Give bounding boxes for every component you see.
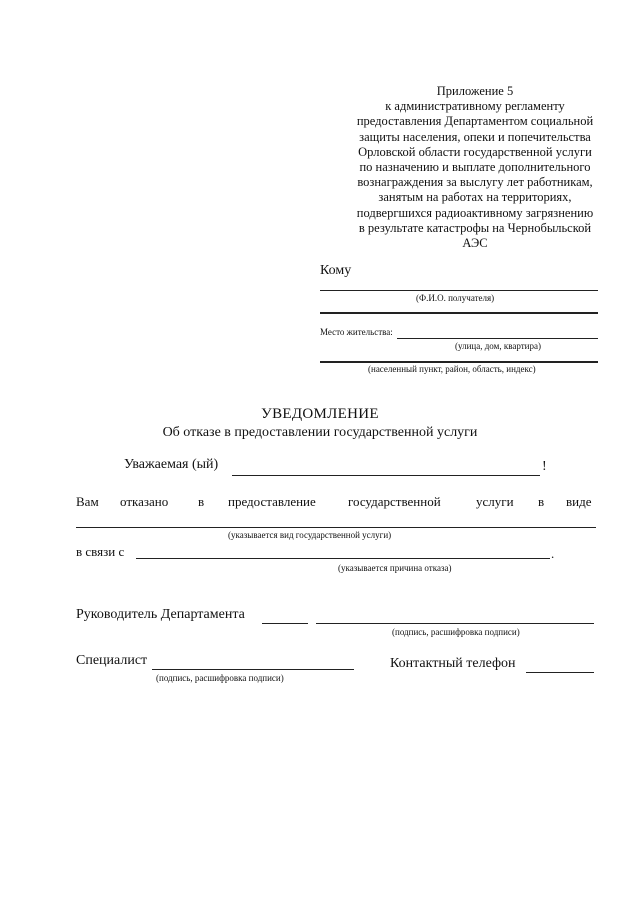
reason-label: в связи с	[76, 544, 125, 559]
reason-end: .	[551, 546, 555, 561]
appendix-header	[330, 84, 620, 251]
head-name-line	[316, 623, 594, 624]
specialist-hint: (подпись, расшифровка подписи)	[156, 673, 284, 683]
salutation-label: Уважаемая (ый)	[124, 457, 219, 472]
word: государственной	[348, 494, 441, 509]
phone-line	[526, 672, 594, 673]
appendix-line: занятым на работах на территориях,	[378, 190, 572, 205]
head-signature-line	[262, 623, 308, 624]
word: Вам	[76, 494, 99, 509]
service-type-line	[76, 527, 596, 528]
residence-line	[397, 338, 598, 339]
notice-subtitle: Об отказе в предоставлении государственной услуги	[162, 425, 478, 440]
word: услуги	[476, 494, 514, 509]
appendix-line: вознаграждения за выслугу лет работникам,	[357, 175, 593, 190]
appendix-line: предоставления Департаментом социальной	[356, 114, 594, 129]
reason-hint: (указывается причина отказа)	[338, 563, 452, 573]
appendix-line: АЭС	[462, 236, 488, 251]
appendix-line: подвергшихся радиоактивному загрязнению	[356, 205, 594, 220]
head-label: Руководитель Департамента	[76, 607, 245, 622]
settlement-hint: (населенный пункт, район, область, индекс)	[368, 364, 536, 374]
appendix-line: защиты населения, опеки и попечительства	[359, 129, 591, 144]
word: отказано	[120, 494, 169, 509]
word: предоставление	[228, 494, 316, 509]
settlement-line	[320, 361, 598, 363]
fio-line	[320, 290, 598, 291]
specialist-line	[152, 669, 354, 670]
separator-line	[320, 312, 598, 314]
residence-label: Место жительства:	[320, 327, 393, 337]
head-hint: (подпись, расшифровка подписи)	[392, 627, 520, 637]
reason-line	[136, 558, 550, 559]
appendix-line: Орловской области государственной услуги	[358, 144, 592, 159]
street-hint: (улица, дом, квартира)	[455, 341, 541, 351]
specialist-label: Специалист	[76, 653, 148, 668]
word: в	[538, 494, 545, 509]
salutation-line	[232, 475, 540, 476]
appendix-line: Приложение 5	[436, 84, 514, 98]
service-hint: (указывается вид государственной услуги)	[228, 530, 392, 540]
word: виде	[566, 494, 592, 509]
appendix-line: в результате катастрофы на Чернобыльской	[358, 220, 592, 235]
salutation-exclamation: !	[542, 459, 547, 474]
appendix-line: по назначению и выплате дополнительного	[359, 160, 591, 175]
word: в	[198, 494, 205, 509]
appendix-line: к административному регламенту	[385, 99, 565, 114]
fio-hint: (Ф.И.О. получателя)	[416, 293, 495, 303]
to-label: Кому	[320, 263, 352, 278]
notice-title: УВЕДОМЛЕНИЕ	[261, 406, 379, 422]
phone-label: Контактный телефон	[390, 656, 516, 671]
